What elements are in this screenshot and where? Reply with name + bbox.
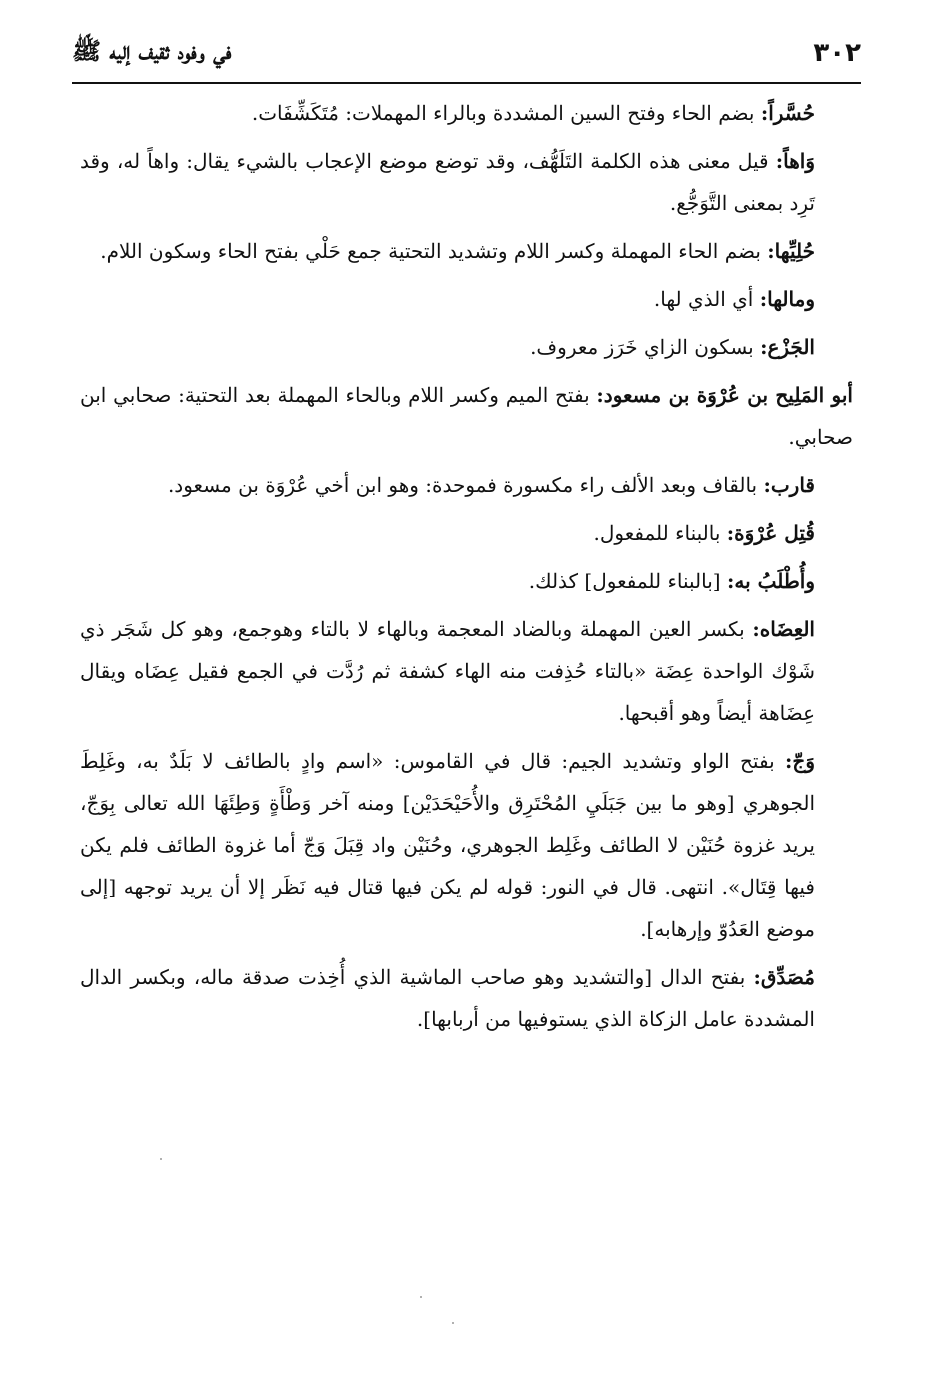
glossary-entry [80, 464, 853, 506]
scan-speck [160, 1158, 162, 1160]
entry-definition: بكسر العين المهملة وبالضاد المعجمة وبالهاء لا بالتاء وهوجمع، وهو كل شَجَر ذي شَوْك الواحدة عِضَة «بالتاء حُذِفت منه الهاء كشفة ثم رُدَّت في الجمع فقيل عِضَاه ويقال عِضَاهة أيضاً وهو أقبحها. [80, 617, 815, 725]
running-title: في وفود ثقيف إليه ﷺ [72, 35, 232, 65]
entry-definition: قيل معنى هذه الكلمة التَلَهُّف، وقد توضع موضع الإعجاب بالشيء يقال: واهاً له، وقد تَرِد بمعنى التَّوَجُّع. [80, 149, 815, 215]
entry-term: ومالها: [759, 287, 815, 311]
entry-term: قارب: [763, 473, 815, 497]
entry-definition: بفتح الدال [والتشديد وهو صاحب الماشية الذي أُخِذت صدقة ماله، وبكسر الدال المشددة عامل الزكاة الذي يستوفيها من أربابها]. [80, 965, 815, 1031]
glossary-entry [80, 560, 853, 602]
page-number: ٣٠٢ [813, 38, 861, 68]
glossary-entry [80, 230, 853, 272]
entry-definition: بفتح الميم وكسر اللام وبالحاء المهملة بعد التحتية: صحابي ابن صحابي. [80, 383, 853, 449]
entry-term: قُتِل عُرْوَة: [726, 521, 815, 545]
glossary-entry [80, 140, 853, 224]
entry-definition: بالبناء للمفعول. [593, 521, 727, 545]
entry-term: وَاهاً: [775, 149, 815, 173]
glossary-body [80, 92, 853, 1046]
glossary-entry [80, 512, 853, 554]
entry-definition: [بالبناء للمفعول] كذلك. [528, 569, 727, 593]
entry-term: وَجّ: [785, 749, 815, 773]
entry-term: حُلِيِّها: [767, 239, 815, 263]
scan-speck [420, 1296, 422, 1298]
glossary-entry [80, 608, 853, 734]
scan-speck [452, 1322, 454, 1324]
header-rule [72, 82, 861, 84]
entry-term: مُصَدِّق: [753, 965, 815, 989]
entry-term: وأُطْلَبُ به: [726, 569, 815, 593]
page-header [72, 28, 861, 78]
entry-term: العِضَاه: [752, 617, 815, 641]
glossary-entry [80, 374, 853, 458]
entry-definition: بفتح الواو وتشديد الجيم: قال في القاموس: «اسم وادٍ بالطائف لا بَلَدٌ به، وغَلِطَ الجوهري [وهو ما بين جَبَلَيِ المُحْتَرِق والأُحَيْحَدَيْن] ومنه آخر وَطْأَةٍ وَطِئَهَا الله تعالى بِوَجّ، يريد غزوة حُنَيْن لا الطائف وغَلِط الجوهري، وحُنَيْن واد قِبَلَ وَجّ أما غزوة الطائف فلم يكن فيها قِتَال». انتهى. قال في النور: قوله لم يكن فيها قتال فيه نَظَر إلا أن يريد توجهه [إلى موضع العَدُوّ وإرهابه]. [80, 749, 816, 941]
entry-definition: أي الذي لها. [653, 287, 760, 311]
entry-definition: بضم الحاء وفتح السين المشددة وبالراء المهملات: مُتَكَشِّفَات. [251, 101, 761, 125]
glossary-entry [80, 740, 853, 950]
entry-term: حُسَّراً: [760, 101, 815, 125]
glossary-entry [80, 278, 853, 320]
entry-definition: بالقاف وبعد الألف راء مكسورة فموحدة: وهو ابن أخي عُرْوَة بن مسعود. [167, 473, 764, 497]
entry-definition: بسكون الزاي خَرَز معروف. [530, 335, 761, 359]
glossary-entry [80, 326, 853, 368]
entry-term: الجَزْع: [760, 335, 815, 359]
glossary-entry [80, 956, 853, 1040]
glossary-entry [80, 92, 853, 134]
entry-definition: بضم الحاء المهملة وكسر اللام وتشديد التحتية جمع حَلْي بفتح الحاء وسكون اللام. [100, 239, 768, 263]
entry-term: أبو المَلِيح بن عُرْوَة بن مسعود: [596, 383, 853, 407]
